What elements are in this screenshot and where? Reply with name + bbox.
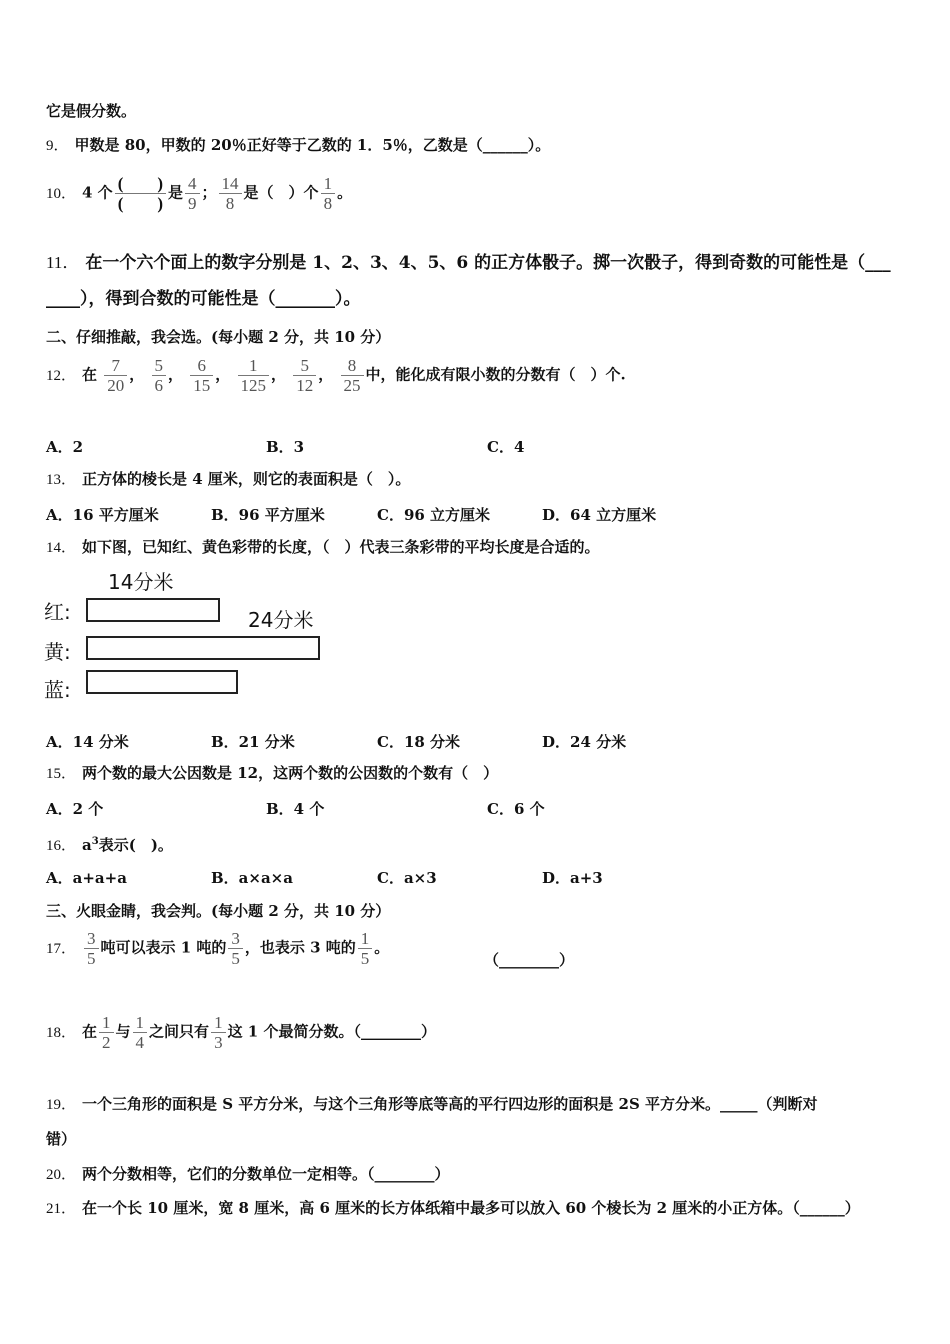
denominator: 5 [360,949,370,968]
numerator: 7 [104,356,127,376]
numerator: 1 [99,1013,114,1033]
denominator: 4 [135,1033,145,1052]
fraction [84,929,99,968]
ribbon-diagram [44,566,344,706]
option-a[interactable]: A．2 [46,438,84,456]
question-10 [46,174,352,213]
intro-text: 它是假分数。 [46,102,137,120]
fraction [99,1013,114,1052]
fraction [358,929,373,968]
option-c[interactable]: C．18 分米 [377,733,461,751]
question-18 [46,1013,436,1052]
question-text: 甲数是 80，甲数的 20％正好等于乙数的 1．5％，乙数是（______）。 [74,136,551,154]
question-text: 一个三角形的面积是 S 平方分米，与这个三角形等底等高的平行四边形的面积是 2S 平方分米。_____（判断对 [82,1095,818,1113]
question-14 [46,536,600,559]
question-number: 19． [46,1097,77,1113]
question-number: 13． [46,472,77,488]
denominator: 12 [296,376,314,395]
text-segment: 这 1 个最简分数。（________） [227,1022,436,1041]
fraction [321,174,336,213]
option-a[interactable]: A．2 个 [46,800,104,818]
numerator: 1 [321,174,336,194]
question-19-line2: 错） [46,1130,77,1148]
option-b[interactable]: B．21 分米 [211,733,295,751]
fraction [190,356,213,395]
numerator: ( ) [115,174,166,194]
option-d[interactable]: D．a+3 [542,869,603,887]
fraction [185,174,200,213]
question-19-line1 [46,1093,818,1116]
question-text: 在一个长 10 厘米，宽 8 厘米，高 6 厘米的长方体纸箱中最多可以放入 60 个棱长为 2 厘米的小正方体。（______） [82,1199,860,1217]
question-16 [46,831,173,857]
question-number: 15． [46,766,77,782]
red-ribbon-bar [86,598,220,622]
numerator: 14 [219,174,242,194]
option-c[interactable]: C．6 个 [487,800,545,818]
text-segment: 表示( )。 [98,836,173,854]
denominator: 8 [225,194,235,213]
option-c[interactable]: C．96 立方厘米 [377,506,491,524]
fraction [228,929,243,968]
red-label: 红: [44,600,71,624]
answer-blank[interactable]: （________） [484,951,575,969]
denominator: 25 [343,376,361,395]
denominator: 2 [102,1033,111,1052]
option-a[interactable]: A．a+a+a [46,869,127,887]
question-number: 21． [46,1201,77,1217]
option-b[interactable]: B．96 平方厘米 [211,506,325,524]
option-c[interactable]: C．4 [487,438,525,456]
fraction [152,356,167,395]
numerator: 4 [185,174,200,194]
exponent: 3 [91,836,99,847]
numerator: 1 [133,1013,148,1033]
text-segment: ，也表示 3 吨的 [244,938,356,957]
yellow-label: 黄: [44,640,71,664]
section-heading-judge: 三、火眼金睛，我会判。(每小题 2 分，共 10 分） [46,902,391,920]
separator: ， [168,365,184,384]
denominator: 5 [87,949,96,968]
text-segment: 。 [337,183,353,202]
question-text: 两个分数相等，它们的分数单位一定相等。（________） [82,1165,450,1183]
separator: ， [318,365,334,384]
text-segment: 之间只有 [149,1022,210,1041]
question-number: 14． [46,540,77,556]
question-text: 两个数的最大公因数是 12，这两个数的公因数的个数有（ ） [82,764,499,782]
denominator: 20 [107,376,125,395]
text-segment: 中，能化成有限小数的分数有（ ）个. [365,365,626,384]
fraction [104,356,127,395]
denominator: 125 [240,376,267,395]
question-11-line2: ____），得到合数的可能性是（_______）。 [46,289,361,309]
question-15 [46,762,498,785]
numerator: 1 [211,1013,226,1033]
question-12 [46,356,626,395]
question-text: 如下图，已知红、黄色彩带的长度，（ ）代表三条彩带的平均长度是合适的。 [82,538,600,556]
question-9 [46,134,550,157]
yellow-ribbon-bar [86,636,320,660]
option-c[interactable]: C．a×3 [377,869,437,887]
denominator: ( ) [117,194,164,213]
section-heading-choice: 二、仔细推敲，我会选。(每小题 2 分，共 10 分） [46,328,391,346]
numerator: 1 [358,929,373,949]
denominator: 8 [323,194,333,213]
option-a[interactable]: A．16 平方厘米 [46,506,159,524]
numerator: 1 [238,356,270,376]
question-17 [46,929,389,968]
separator: ， [215,365,231,384]
denominator: 3 [214,1033,223,1052]
text-segment: 。 [374,938,390,957]
option-b[interactable]: B．4 个 [266,800,325,818]
fraction [238,356,270,395]
option-d[interactable]: D．64 立方厘米 [542,506,657,524]
separator: ， [271,365,287,384]
question-text: 正方体的棱长是 4 厘米，则它的表面积是（ ）。 [82,470,411,488]
fraction [133,1013,148,1052]
denominator: 15 [193,376,211,395]
question-number: 9． [46,138,69,154]
question-number: 16． [46,838,77,854]
option-b[interactable]: B．3 [266,438,305,456]
text-segment: 在 [82,1022,98,1041]
text-segment: ； [201,183,217,202]
numerator: 5 [293,356,316,376]
yellow-length-label: 24分米 [248,608,314,632]
fraction [211,1013,226,1052]
numerator: 5 [152,356,167,376]
option-d[interactable]: D．24 分米 [542,733,627,751]
question-number: 17． [46,940,77,957]
fraction-blank [115,174,166,213]
question-11-line1 [46,252,891,274]
question-number: 12． [46,367,77,384]
text-segment: 是（ ）个 [243,183,319,202]
question-number: 18． [46,1024,77,1041]
question-13 [46,468,410,491]
blue-ribbon-bar [86,670,238,694]
red-length-label: 14分米 [108,570,174,594]
numerator: 3 [84,929,99,949]
question-text: 在一个六个面上的数字分别是 1、2、3、4、5、6 的正方体骰子。掷一次骰子，得到奇数的可能性是（___ [85,253,891,273]
numerator: 6 [190,356,213,376]
fraction [341,356,364,395]
blue-label: 蓝: [44,678,71,702]
text-segment: 4 个 [82,183,113,202]
option-b[interactable]: B．a×a×a [211,869,293,887]
text-segment: 在 [82,365,98,384]
option-a[interactable]: A．14 分米 [46,733,129,751]
text-segment: a [82,836,92,854]
text-segment: 与 [115,1022,131,1041]
question-number: 11． [46,253,80,272]
denominator: 6 [154,376,164,395]
question-20 [46,1163,450,1186]
text-segment: 吨可以表示 1 吨的 [100,938,227,957]
numerator: 8 [341,356,364,376]
fraction [293,356,316,395]
question-number: 20． [46,1167,77,1183]
denominator: 9 [188,194,197,213]
text-segment: 是 [168,183,184,202]
separator: ， [129,365,145,384]
question-number: 10． [46,185,77,202]
denominator: 5 [231,949,240,968]
question-21 [46,1197,860,1220]
numerator: 3 [228,929,243,949]
fraction [219,174,242,213]
